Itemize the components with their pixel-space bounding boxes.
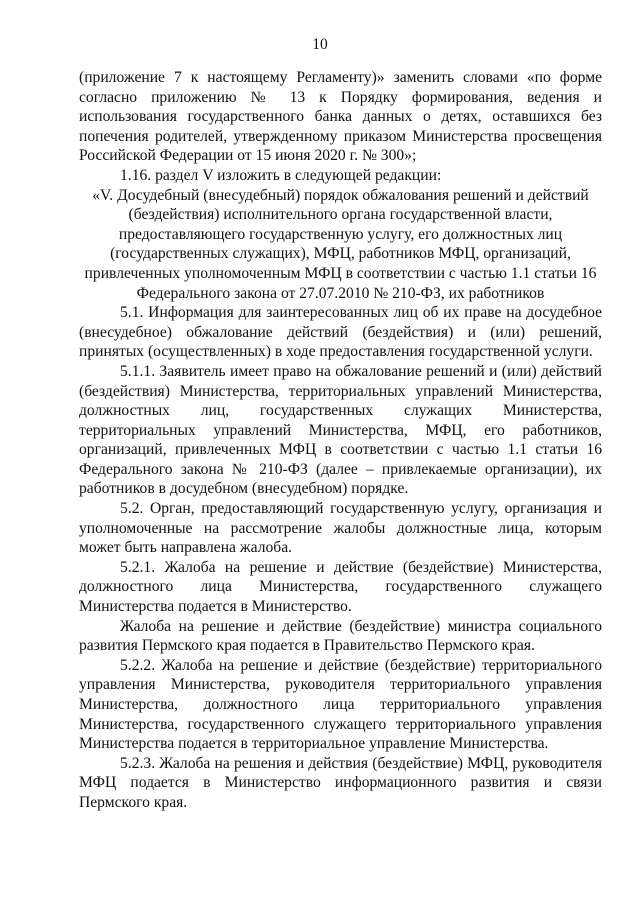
paragraph-5-2-1: 5.2.1. Жалоба на решение и действие (бездействие) Министерства, должностного лица Министерства, государственного служащего Министерства подается в Министерство. bbox=[79, 558, 602, 616]
page-number: 10 bbox=[312, 36, 328, 53]
section-heading: «V. Досудебный (внесудебный) порядок обжалования решений и действий (бездействия) исполнительного органа государственной власти, предоставляющего государственную услугу, его должностных лиц (государственных служащих), МФЦ, работников МФЦ, организаций, привлеченных уполномоченным МФЦ в соответствии с частью 1.1 статьи 16 Федерального закона от 27.07.2010 № 210-ФЗ, их работников bbox=[84, 186, 597, 302]
document-body bbox=[79, 68, 602, 813]
paragraph-5-2: 5.2. Орган, предоставляющий государственную услугу, организация и уполномоченные на рассмотрение жалобы должностные лица, которым может быть направлена жалоба. bbox=[79, 500, 602, 557]
paragraph-1-16: 1.16. раздел V изложить в следующей редакции: bbox=[120, 166, 442, 184]
paragraph-5-1-1: 5.1.1. Заявитель имеет право на обжалование решений и (или) действий (бездействия) Министерства, территориальных управлений Министерства, должностных лиц, государственных служащих Министерства, территориальных управлений Министерства, МФЦ, его работников, организаций, привлеченных МФЦ в соответствии с частью 1.1 статьи 16 Федерального закона № 210-ФЗ (далее – привлекаемые организации), их работников в досудебном (внесудебном) порядке. bbox=[79, 362, 602, 498]
paragraph-5-1: 5.1. Информация для заинтересованных лиц об их праве на досудебное (внесудебное) обжалование действий (бездействия) и (или) решений, принятых (осуществленных) в ходе предоставления государственной услуги. bbox=[79, 304, 602, 361]
paragraph-5-2-3: 5.2.3. Жалоба на решения и действия (бездействие) МФЦ, руководителя МФЦ подается в Министерство информационного развития и связи Пермского края. bbox=[79, 754, 602, 811]
paragraph-5-2-2: 5.2.2. Жалоба на решение и действие (бездействие) территориального управления Министерства, руководителя территориального управления Министерства, должностного лица территориального управления Министерства, государственного служащего территориального управления Министерства подается в территориальное управление Министерства. bbox=[79, 656, 602, 753]
paragraph-continuation: (приложение 7 к настоящему Регламенту)» заменить словами «по форме согласно приложению № 13 к Порядку формирования, ведения и использования государственного банка данных о детях, оставшихся без попечения родителей, утвержденному приказом Министерства просвещения Российской Федерации от 15 июня 2020 г. № 300»; bbox=[79, 69, 602, 165]
paragraph-5-2-1-minister: Жалоба на решение и действие (бездействие) министра социального развития Пермского края подается в Правительство Пермского края. bbox=[79, 617, 602, 655]
